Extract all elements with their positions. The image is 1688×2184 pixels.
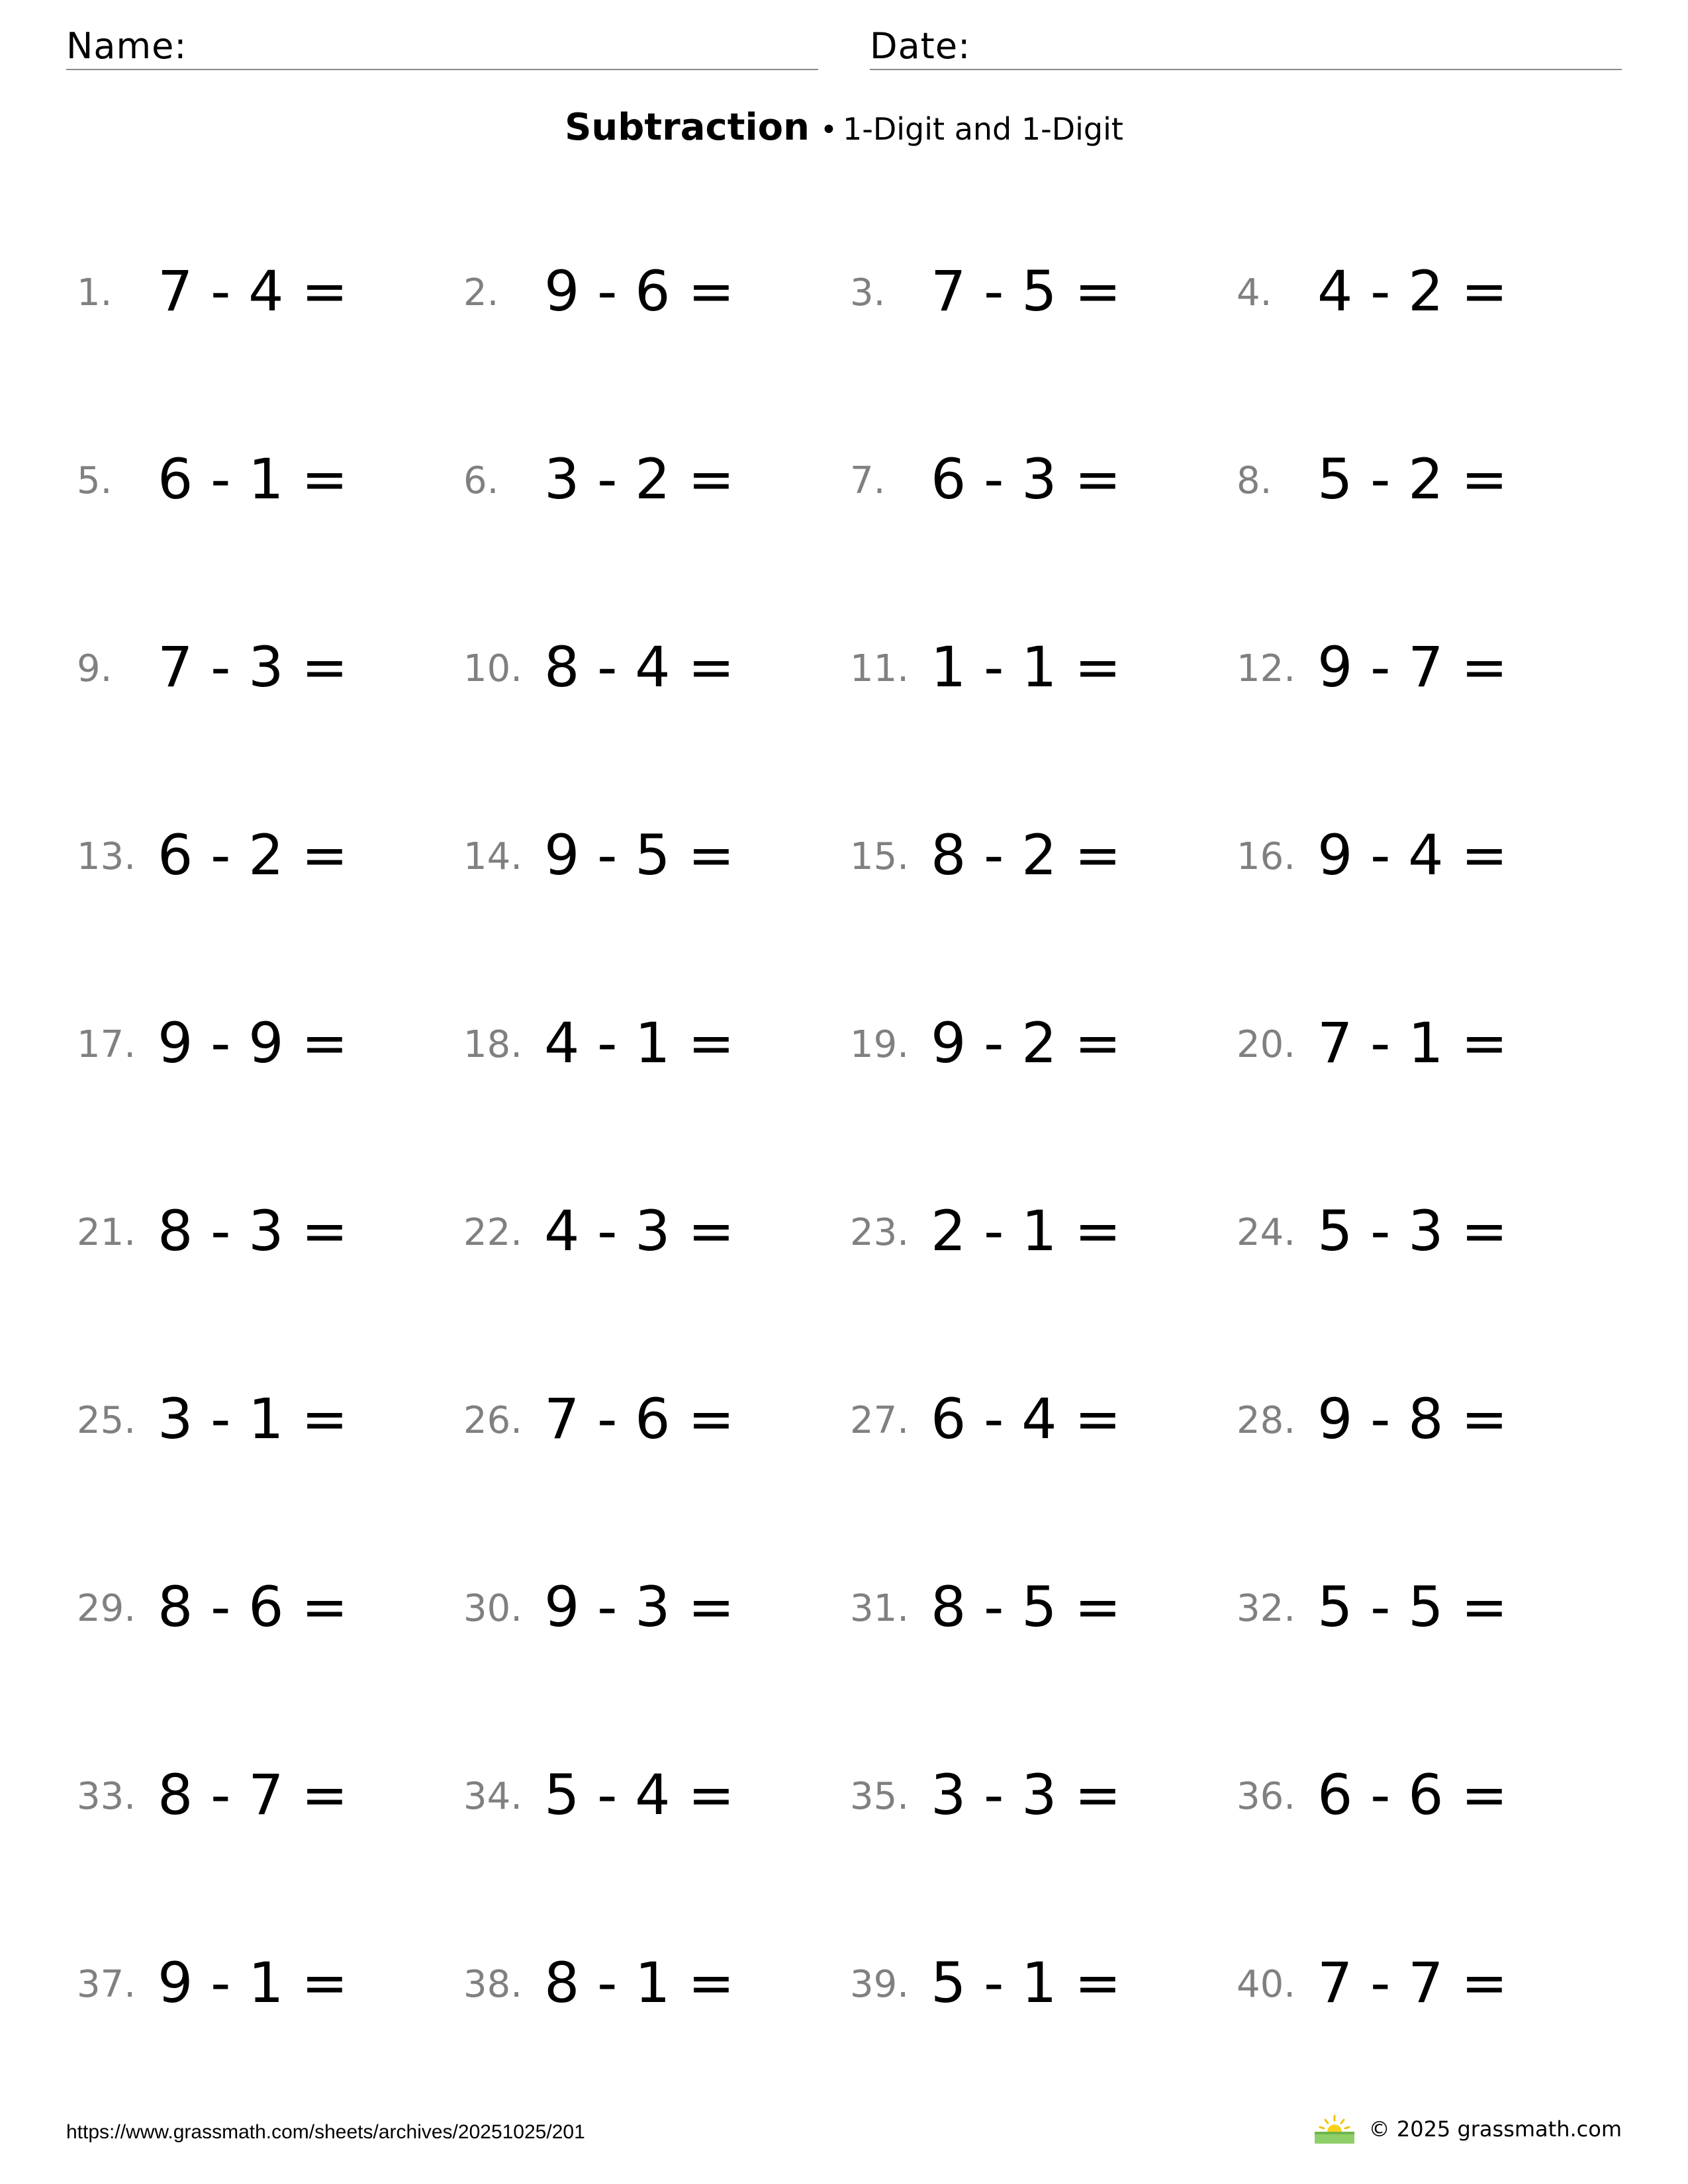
problem-item bbox=[1237, 1574, 1554, 1640]
problem-item bbox=[77, 1386, 395, 1452]
problem-number: 13. bbox=[77, 835, 136, 878]
problem-expression: 7 - 4 = bbox=[158, 259, 348, 324]
title-bullet: • bbox=[820, 113, 837, 147]
problem-item bbox=[77, 1010, 395, 1076]
problem-item bbox=[463, 258, 781, 324]
problem-expression: 6 - 6 = bbox=[1317, 1762, 1508, 1827]
problem-number: 10. bbox=[463, 647, 523, 690]
problem-number: 37. bbox=[77, 1963, 136, 2006]
problem-number: 28. bbox=[1237, 1399, 1296, 1442]
problem-expression: 9 - 3 = bbox=[544, 1574, 735, 1639]
problem-expression: 3 - 3 = bbox=[931, 1762, 1121, 1827]
problem-expression: 6 - 1 = bbox=[158, 447, 348, 512]
problem-number: 40. bbox=[1237, 1963, 1296, 2006]
problem-number: 26. bbox=[463, 1399, 523, 1442]
problem-number: 38. bbox=[463, 1963, 523, 2006]
problem-item bbox=[463, 1386, 781, 1452]
problem-expression: 7 - 6 = bbox=[544, 1387, 735, 1451]
title-subtitle: 1-Digit and 1-Digit bbox=[842, 111, 1123, 147]
problem-item bbox=[850, 822, 1168, 888]
problem-expression: 8 - 3 = bbox=[158, 1199, 348, 1263]
problem-expression: 3 - 2 = bbox=[544, 447, 735, 512]
problem-number: 7. bbox=[850, 459, 886, 502]
problem-number: 2. bbox=[463, 271, 499, 314]
footer-url: https://www.grassmath.com/sheets/archives/20251025/201 bbox=[66, 2121, 585, 2143]
problem-item bbox=[850, 1950, 1168, 2016]
problem-expression: 8 - 6 = bbox=[158, 1574, 348, 1639]
problem-expression: 8 - 4 = bbox=[544, 635, 735, 700]
problem-expression: 5 - 4 = bbox=[544, 1762, 735, 1827]
problem-item bbox=[77, 446, 395, 512]
problem-number: 11. bbox=[850, 647, 910, 690]
problem-number: 24. bbox=[1237, 1211, 1296, 1254]
problem-expression: 9 - 8 = bbox=[1317, 1387, 1508, 1451]
problem-expression: 4 - 2 = bbox=[1317, 259, 1508, 324]
title-main: Subtraction bbox=[565, 106, 810, 149]
problem-item bbox=[1237, 1010, 1554, 1076]
problem-item bbox=[77, 822, 395, 888]
problem-item bbox=[1237, 446, 1554, 512]
problem-number: 23. bbox=[850, 1211, 910, 1254]
problem-expression: 5 - 2 = bbox=[1317, 447, 1508, 512]
problem-expression: 9 - 1 = bbox=[158, 1950, 348, 2015]
problem-number: 29. bbox=[77, 1587, 136, 1630]
problem-number: 4. bbox=[1237, 271, 1272, 314]
sun-over-grass-icon bbox=[1313, 2115, 1356, 2144]
problem-number: 9. bbox=[77, 647, 113, 690]
problem-expression: 8 - 1 = bbox=[544, 1950, 735, 2015]
problem-expression: 8 - 2 = bbox=[931, 823, 1121, 887]
date-label: Date: bbox=[870, 25, 971, 67]
problem-item bbox=[77, 1762, 395, 1828]
problem-number: 16. bbox=[1237, 835, 1296, 878]
problem-number: 3. bbox=[850, 271, 886, 314]
problem-expression: 6 - 2 = bbox=[158, 823, 348, 887]
problem-expression: 8 - 5 = bbox=[931, 1574, 1121, 1639]
problem-number: 5. bbox=[77, 459, 113, 502]
problem-expression: 6 - 4 = bbox=[931, 1387, 1121, 1451]
problem-number: 34. bbox=[463, 1775, 523, 1818]
problem-item bbox=[77, 1950, 395, 2016]
problem-item bbox=[77, 1574, 395, 1640]
problem-item bbox=[850, 1762, 1168, 1828]
problem-item bbox=[850, 1574, 1168, 1640]
problem-number: 19. bbox=[850, 1023, 910, 1066]
problem-number: 6. bbox=[463, 459, 499, 502]
problem-number: 25. bbox=[77, 1399, 136, 1442]
name-field[interactable] bbox=[66, 24, 818, 70]
problem-item bbox=[463, 1574, 781, 1640]
problem-number: 18. bbox=[463, 1023, 523, 1066]
problem-number: 30. bbox=[463, 1587, 523, 1630]
problem-number: 17. bbox=[77, 1023, 136, 1066]
date-field[interactable] bbox=[870, 24, 1622, 70]
problem-item bbox=[463, 446, 781, 512]
copyright-text: © 2025 grassmath.com bbox=[1368, 2116, 1622, 2142]
problem-expression: 9 - 6 = bbox=[544, 259, 735, 324]
problem-number: 32. bbox=[1237, 1587, 1296, 1630]
problem-expression: 7 - 5 = bbox=[931, 259, 1121, 324]
problem-number: 36. bbox=[1237, 1775, 1296, 1818]
problem-number: 21. bbox=[77, 1211, 136, 1254]
problem-expression: 7 - 3 = bbox=[158, 635, 348, 700]
problem-item bbox=[1237, 1386, 1554, 1452]
problem-expression: 7 - 1 = bbox=[1317, 1011, 1508, 1075]
problem-expression: 3 - 1 = bbox=[158, 1387, 348, 1451]
problem-item bbox=[77, 634, 395, 700]
problem-item bbox=[1237, 1762, 1554, 1828]
problem-expression: 2 - 1 = bbox=[931, 1199, 1121, 1263]
problem-number: 8. bbox=[1237, 459, 1272, 502]
problem-item bbox=[850, 258, 1168, 324]
problem-expression: 9 - 2 = bbox=[931, 1011, 1121, 1075]
problem-number: 33. bbox=[77, 1775, 136, 1818]
problem-number: 31. bbox=[850, 1587, 910, 1630]
problem-item bbox=[850, 1386, 1168, 1452]
problem-item bbox=[463, 1762, 781, 1828]
problem-expression: 5 - 3 = bbox=[1317, 1199, 1508, 1263]
problem-item bbox=[850, 446, 1168, 512]
problem-expression: 4 - 3 = bbox=[544, 1199, 735, 1263]
problem-item bbox=[77, 258, 395, 324]
problem-item bbox=[850, 634, 1168, 700]
problem-expression: 4 - 1 = bbox=[544, 1011, 735, 1075]
name-label: Name: bbox=[66, 25, 187, 67]
problem-expression: 8 - 7 = bbox=[158, 1762, 348, 1827]
problem-expression: 9 - 7 = bbox=[1317, 635, 1508, 700]
problem-number: 14. bbox=[463, 835, 523, 878]
problem-item bbox=[463, 634, 781, 700]
problem-item bbox=[463, 822, 781, 888]
problem-item bbox=[77, 1198, 395, 1264]
problem-expression: 5 - 1 = bbox=[931, 1950, 1121, 2015]
problem-number: 15. bbox=[850, 835, 910, 878]
problem-item bbox=[850, 1198, 1168, 1264]
problem-item bbox=[1237, 258, 1554, 324]
problem-number: 22. bbox=[463, 1211, 523, 1254]
problem-number: 12. bbox=[1237, 647, 1296, 690]
problem-item bbox=[850, 1010, 1168, 1076]
problem-number: 1. bbox=[77, 271, 113, 314]
worksheet-title bbox=[0, 106, 1688, 149]
problem-item bbox=[1237, 822, 1554, 888]
problem-expression: 5 - 5 = bbox=[1317, 1574, 1508, 1639]
problem-expression: 9 - 5 = bbox=[544, 823, 735, 887]
problem-expression: 1 - 1 = bbox=[931, 635, 1121, 700]
problem-item bbox=[1237, 634, 1554, 700]
problem-expression: 7 - 7 = bbox=[1317, 1950, 1508, 2015]
footer-branding bbox=[1313, 2115, 1622, 2148]
problem-expression: 9 - 9 = bbox=[158, 1011, 348, 1075]
problem-item bbox=[1237, 1950, 1554, 2016]
problem-number: 20. bbox=[1237, 1023, 1296, 1066]
problem-number: 27. bbox=[850, 1399, 910, 1442]
problem-expression: 6 - 3 = bbox=[931, 447, 1121, 512]
problem-number: 35. bbox=[850, 1775, 910, 1818]
problem-item bbox=[1237, 1198, 1554, 1264]
problem-item bbox=[463, 1950, 781, 2016]
problem-expression: 9 - 4 = bbox=[1317, 823, 1508, 887]
problem-item bbox=[463, 1010, 781, 1076]
problem-number: 39. bbox=[850, 1963, 910, 2006]
problem-item bbox=[463, 1198, 781, 1264]
